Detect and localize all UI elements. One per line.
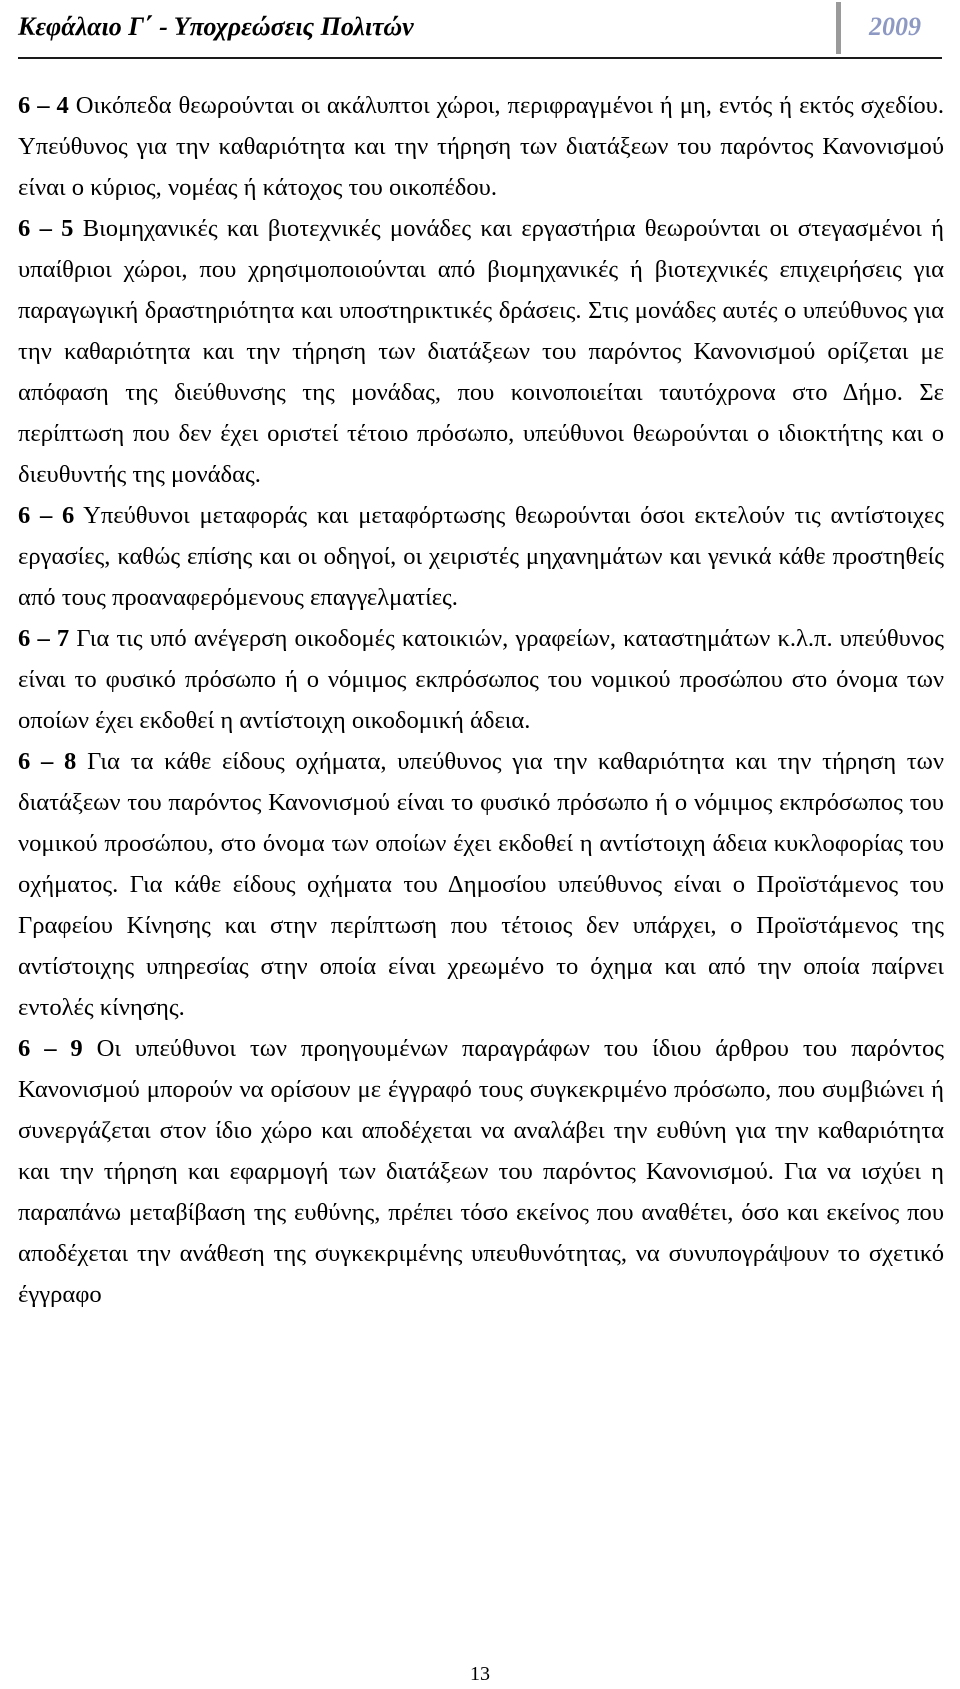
- paragraph-text: Για τα κάθε είδους οχήματα, υπεύθυνος για την καθαριότητα και την τήρηση των διατάξεων του παρόντος Κανονισμού είναι το φυσικό πρόσωπο ή ο νόμιμος εκπρόσωπος του νομικού προσώπου, στο όνομα των οποίων έχει εκδοθεί η αντίστοιχη άδεια κυκλοφορίας του οχήματος. Για κάθε είδους οχήματα του Δημοσίου υπεύθυνος είναι ο Προϊστάμενος του Γραφείου Κίνησης και στην περίπτωση που τέτοιος δεν υπάρχει, ο Προϊστάμενος της αντίστοιχης υπηρεσίας στην οποία είναι χρεωμένο το όχημα και από την οποία παίρνει εντολές κίνησης.: [18, 748, 944, 1021]
- paragraph-text: Βιομηχανικές και βιοτεχνικές μονάδες και εργαστήρια θεωρούνται οι στεγασμένοι ή υπαίθριοι χώροι, που χρησιμοποιούνται από βιομηχανικές ή βιοτεχνικές επιχειρήσεις για παραγωγική δραστηριότητα και υποστηρικτικές δράσεις. Στις μονάδες αυτές ο υπεύθυνος για την καθαριότητα και την τήρηση των διατάξεων του παρόντος Κανονισμού ορίζεται με απόφαση της διεύθυνσης της μονάδας, που κοινοποιείται ταυτόχρονα στο Δήμο. Σε περίπτωση που δεν έχει οριστεί τέτοιο πρόσωπο, υπεύθυνοι θεωρούνται ο ιδιοκτήτης και ο διευθυντής της μονάδας.: [18, 215, 944, 488]
- header-rule: [18, 57, 942, 59]
- paragraph-number: 6 – 5: [18, 215, 74, 242]
- paragraph-number: 6 – 6: [18, 502, 75, 529]
- paragraph-number: 6 – 8: [18, 748, 77, 775]
- paragraph-number: 6 – 9: [18, 1035, 83, 1062]
- paragraph-6-6: [18, 495, 944, 618]
- header-year: 2009: [869, 12, 921, 41]
- page-header: [18, 0, 942, 58]
- chapter-title: Κεφάλαιο Γ΄ - Υποχρεώσεις Πολιτών: [18, 12, 414, 41]
- paragraph-text: Οικόπεδα θεωρούνται οι ακάλυπτοι χώροι, περιφραγμένοι ή μη, εντός ή εκτός σχεδίου. Υπεύθυνος για την καθαριότητα και την τήρηση των διατάξεων του παρόντος Κανονισμού είναι ο κύριος, νομέας ή κάτοχος του οικοπέδου.: [18, 92, 945, 201]
- document-body: [18, 85, 944, 1315]
- page-number: 13: [470, 1663, 490, 1685]
- paragraph-6-5: [18, 208, 944, 495]
- paragraph-text: Για τις υπό ανέγερση οικοδομές κατοικιών, γραφείων, καταστημάτων κ.λ.π. υπεύθυνος είναι το φυσικό πρόσωπο ή ο νόμιμος εκπρόσωπος του νομικού προσώπου στο όνομα των οποίων έχει εκδοθεί η αντίστοιχη οικοδομική άδεια.: [18, 625, 945, 734]
- paragraph-6-7: [18, 618, 944, 741]
- paragraph-number: 6 – 4: [18, 92, 69, 119]
- paragraph-text: Υπεύθυνοι μεταφοράς και μεταφόρτωσης θεωρούνται όσοι εκτελούν τις αντίστοιχες εργασίες, καθώς επίσης και οι οδηγοί, οι χειριστές μηχανημάτων και γενικά κάθε προστηθείς από τους προαναφερόμενους επαγγελματίες.: [18, 502, 945, 611]
- paragraph-number: 6 – 7: [18, 625, 70, 652]
- paragraph-6-8: [18, 741, 944, 1028]
- header-separator: [836, 2, 841, 54]
- paragraph-6-4: [18, 85, 944, 208]
- paragraph-text: Οι υπεύθυνοι των προηγουμένων παραγράφων του ίδιου άρθρου του παρόντος Κανονισμού μπορούν να ορίσουν με έγγραφό τους συγκεκριμένο πρόσωπο, που συμβιώνει ή συνεργάζεται στον ίδιο χώρο και αποδέχεται να αναλάβει την ευθύνη για την καθαριότητα και την τήρηση και εφαρμογή των διατάξεων του παρόντος Κανονισμού. Για να ισχύει η παραπάνω μεταβίβαση της ευθύνης, πρέπει τόσο εκείνος που αναθέτει, όσο και εκείνος που αποδέχεται την ανάθεση της συγκεκριμένης υπευθυνότητας, να συνυπογράψουν το σχετικό έγγραφο: [18, 1035, 945, 1308]
- paragraph-6-9: [18, 1028, 944, 1315]
